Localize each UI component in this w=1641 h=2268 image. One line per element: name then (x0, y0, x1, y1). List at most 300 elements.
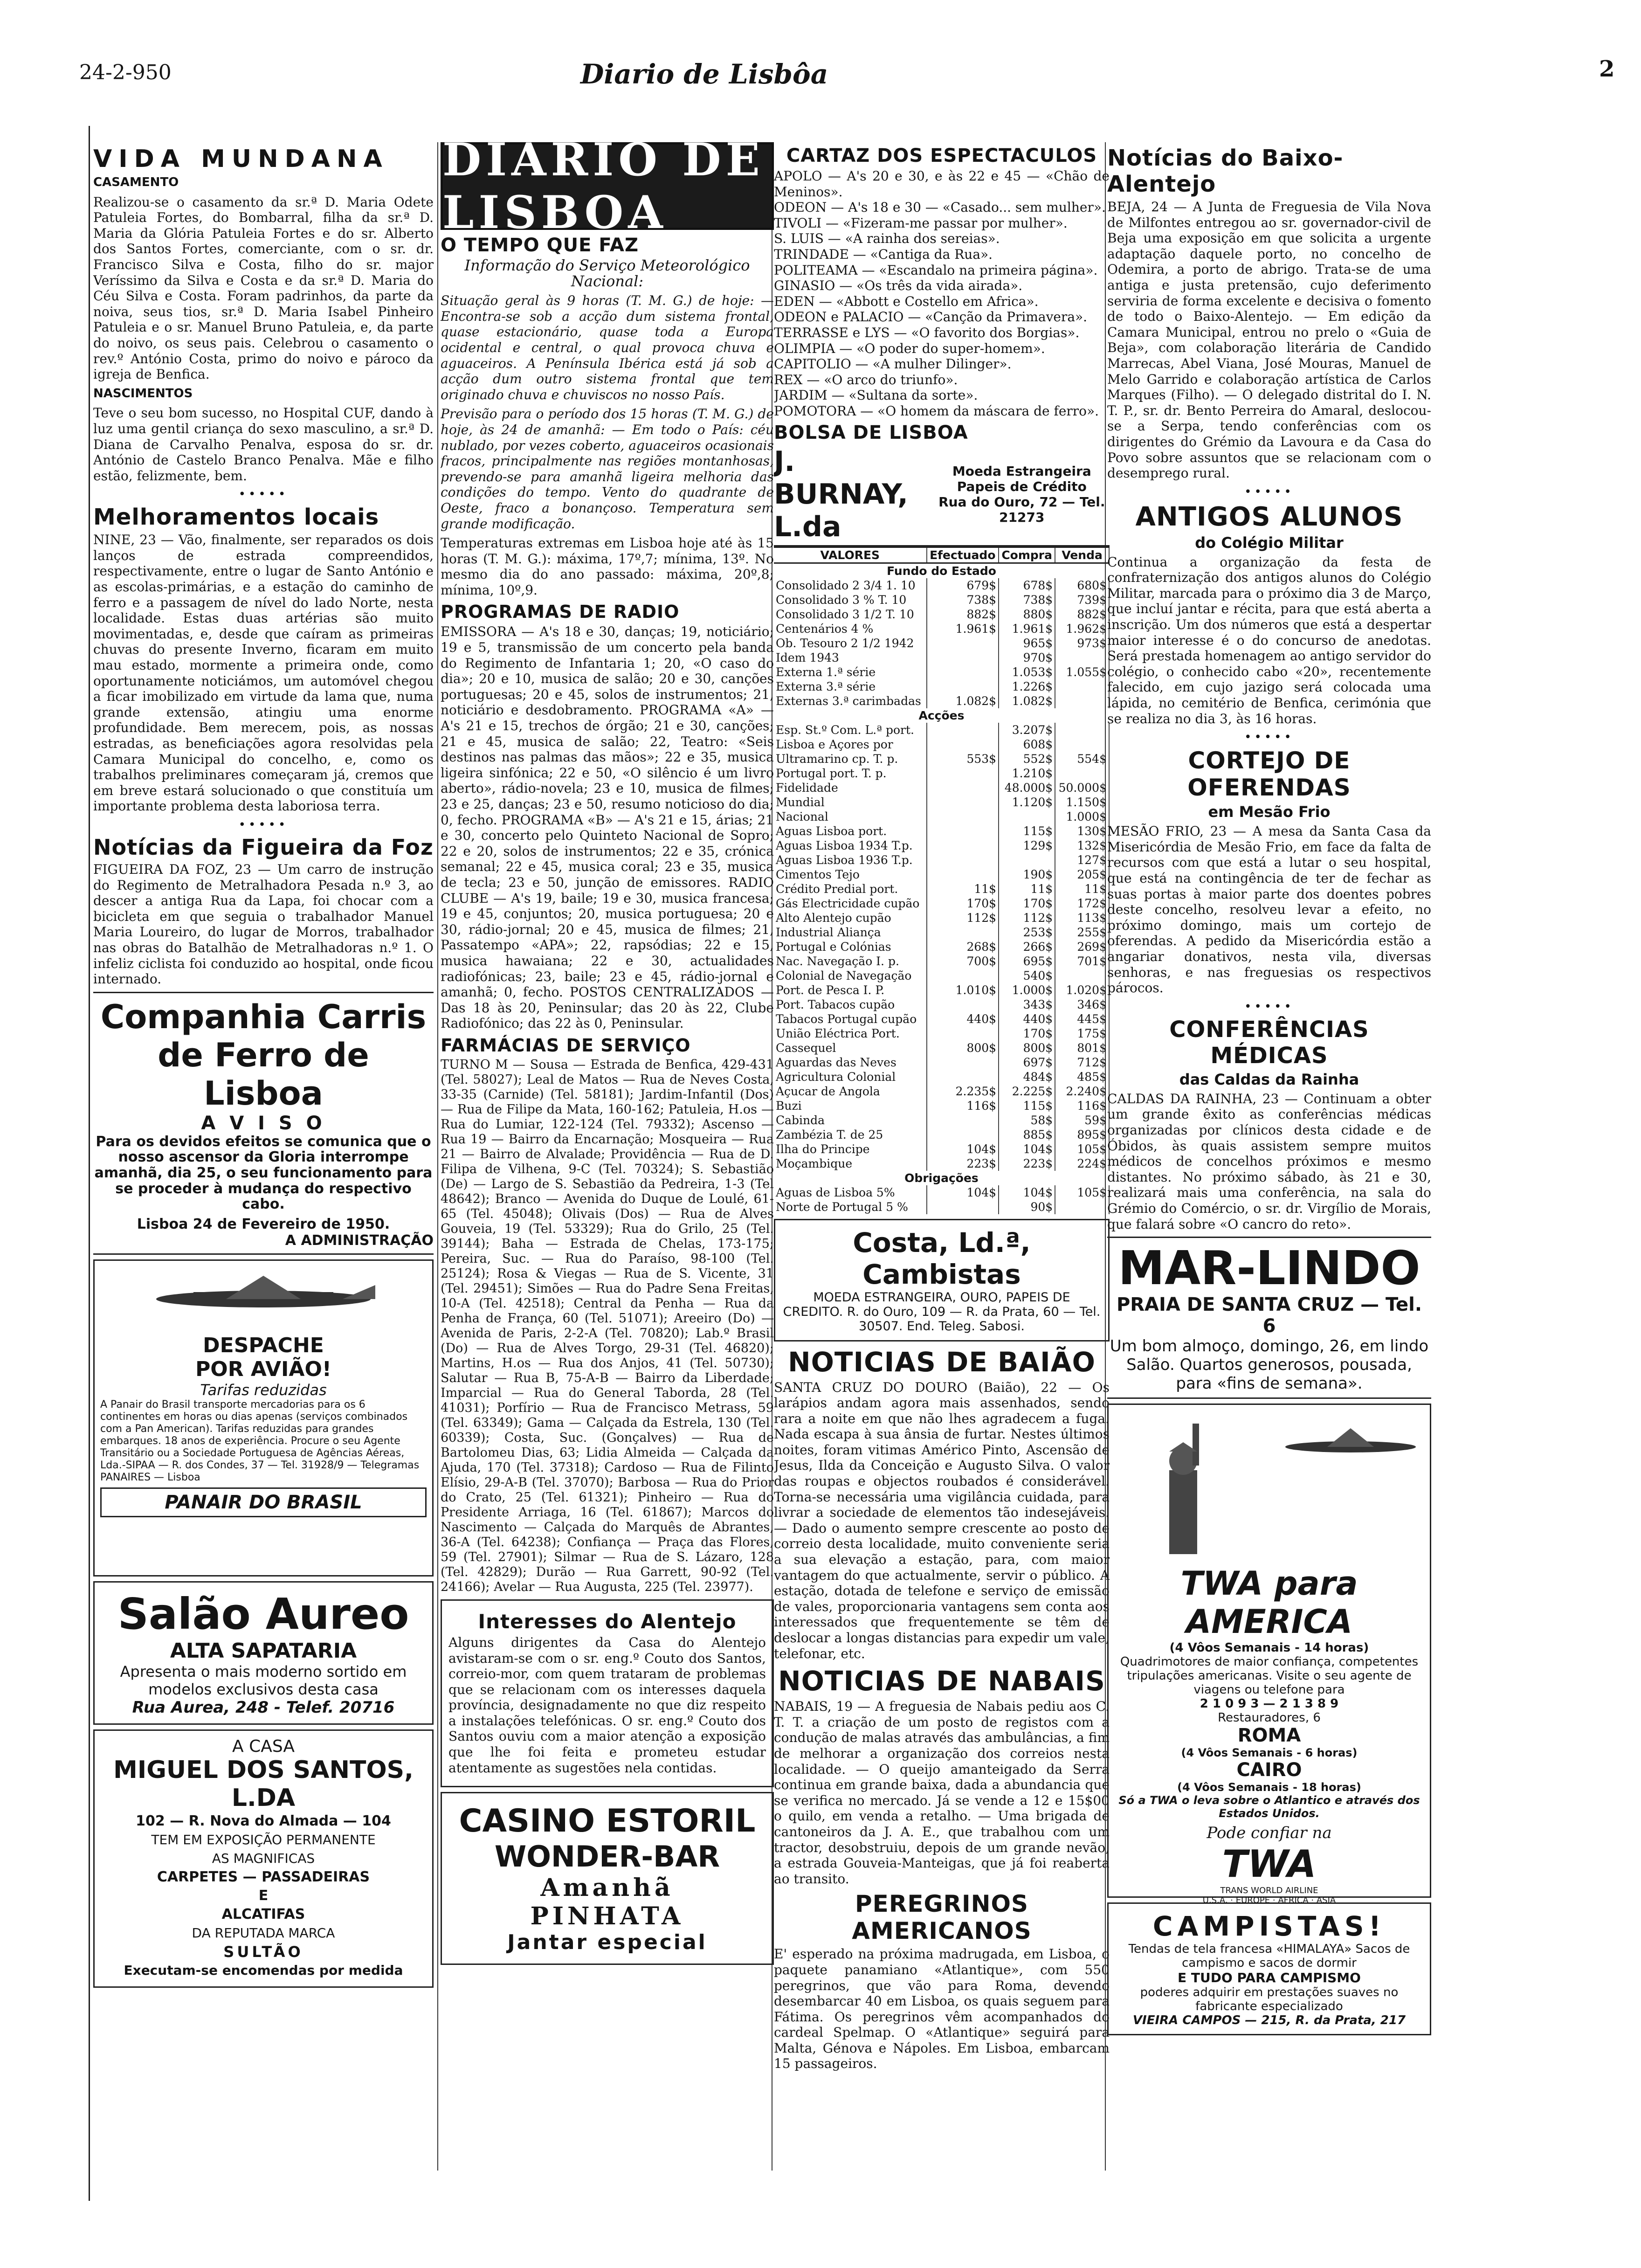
table-cell: 170$ (927, 896, 999, 911)
farmacias-text: TURNO M — Sousa — Estrada de Benfica, 429-431 (Tel. 58027); Leal de Matos — Rua de Neves Costa, 33-35 (Carnide) (Tel. 58181); Jardim-Infantil (Dos) — Rua de Filipe da Mata, 160-162; Patuleia, H.os — Rua do Lumiar, 122-124 (Tel. 79332); Ascenso — Rua 19 — Bairro da Encarnação; Mosqueira — Rua 21 — Bairro de Alvalade; Providência — Rua de D. Filipa de Vilhena, 9-C (Tel. 70324); S. Sebastião (De) — Largo de S. Sebastião da Pedreira, 1-3 (Tel 48642); Branco — Avenida do Duque de Loulé, 61-65 (Tel. 45048); Olivais (Dos) — Rua de Alves Gouveia, 19 (Tel. 53329); Rua do Grilo, 25 (Tel. 39144); Baha — Estrada de Chelas, 173-175; Pereira, Suc. — Rua do Paraíso, 98-100 (Tel. 25124); Rosa & Viegas — Rua de S. Vicente, 31 (Tel. 29451); Simões — Rua do Padre Sena Freitas, 10-A (Tel. 42518); Central da Penha — Rua da Penha de França, 60 (Tel. 51071); Areeiro (Do) — Avenida de Paris, 2-2-A (Tel. 70820); Lab.º Brasil (Do) — Rua de Alves Torgo, 29-31 (Tel. 46820); Martins, H.os — Rua dos Anjos, 41 (Tel. 50730); Salutar — Rua B, 75-A-B — Bairro da Liberdade; Imparcial — Rua do General Taborda, 28 (Tel. 41031); Porfírio — Rua de Francisco Metrass, 59 (Tel. 63349); Gama — Calçada da Estrela, 130 (Tel. 60339); Costa, Suc. (Gonçalves) — Rua de Bartolomeu Dias, 63; Lidia Almeida — Calçada da Ajuda, 170 (Tel. 37318); Cardoso — Rua de Filinto Elísio, 29-A-B (Tel. 37070); Barbosa — Rua do Prior do Crato, 25 (Tel. 61321); Pinheiro — Rua do Presidente Arriaga, 16 (Tel. 61867); Marcos do Nascimento — Calçada do Marquês de Abrantes, 36-A (Tel. 64238); Confiança — Praça das Flores, 59 (Tel. 27901); Silmar — Rua de S. Lázaro, 128 (Tel. 42829); Durão — Rua Garrett, 90-92 (Tel. 24166); Avelar — Rua Augusta, 225 (Tel. 23977). (441, 1057, 774, 1594)
nascimentos-label: NASCIMENTOS (93, 386, 193, 401)
twa-l5: 2 1 0 9 3 — 2 1 3 8 9 (1200, 1697, 1339, 1711)
twa-l11: Só a TWA o leva sobre o Atlantico e através dos Estados Unidos. (1118, 1794, 1420, 1820)
table-cell (927, 665, 999, 679)
table-cell: 346$ (1055, 997, 1109, 1012)
table-cell: 738$ (927, 593, 999, 607)
cartaz-item: POLITEAMA — «Escandalo na primeira página». (774, 262, 1098, 278)
table-cell (1055, 737, 1109, 752)
separator: ••••• (1244, 999, 1294, 1014)
baiao-title: NOTICIAS DE BAIÃO (788, 1346, 1096, 1378)
carris-date: Lisboa 24 de Fevereiro de 1950. (137, 1216, 390, 1232)
table-row (774, 809, 1109, 824)
table-row (774, 1156, 1109, 1171)
bolsa-title: BOLSA DE LISBOA (774, 422, 968, 443)
table-cell (927, 809, 999, 824)
table-cell: 1.010$ (927, 983, 999, 997)
table-cell: 105$ (1055, 1185, 1109, 1200)
table-row (774, 925, 1109, 940)
table-cell (927, 1026, 999, 1041)
table-cell: 116$ (1055, 1099, 1109, 1113)
airplane-icon (1276, 1424, 1425, 1470)
tempo-title: O TEMPO QUE FAZ (441, 235, 639, 256)
twa-l2: AMERICA (1186, 1603, 1353, 1641)
figueira-text: FIGUEIRA DA FOZ, 23 — Um carro de instrução do Regimento de Metralhadora Pesada n.º 3, ao descer a antiga Rua da Lapa, foi chocar com a bicicleta em que seguia o trabalhador Manuel Maria Loureiro, do lugar de Morros, trabalhador nas obras do Batalhão de Metralhadoras n.º 1. O infeliz ciclista foi conduzido ao hospital, onde ficou internado. (93, 861, 434, 987)
table-cell: 1.150$ (1055, 795, 1109, 809)
table-cell: 882$ (1055, 607, 1109, 622)
burnay-name: J. BURNAY, L.da (774, 445, 908, 543)
cortejo-sub: em Mesão Frio (1208, 803, 1331, 821)
table-cell: 130$ (1055, 824, 1109, 838)
casino-l4: PINHATA (530, 1902, 684, 1931)
baixo-alentejo-text: BEJA, 24 — A Junta de Freguesia de Vila Nova de Milfontes entregou ao sr. governador-civil de Beja uma exposição em que solicita a urgente adaptação daquele porto, no concelho de Odemira, a porto de abrigo. Trata-se de uma antiga e justa pretensão, cujo deferimento serviria de forma excelente e decisiva o fomento de todo o Baixo-Alentejo. — Em edição da Camara Municipal, entrou no prelo o «Guia de Beja», com colaboração literária de Candido Marrecas, Abel Viana, José Mouras, Manuel de Melo Garrido e colaboração artística de Carlos Marques (Filho). — O delegado distrital do I. N. T. P., sr. dr. Bento Perreira do Amaral, deslocou-se a Serpa, tendo conferências com os dirigentes do Grémio da Lavoura e da Casa do Povo sobre assuntos que se relacionam com o desemprego rural. (1107, 199, 1431, 481)
table-cell (927, 766, 999, 781)
table-cell: 127$ (1055, 853, 1109, 867)
table-cell: Nac. Navegação I. p. (774, 954, 927, 968)
campistas-text: Tendas de tela francesa «HIMALAYA» Sacos de campismo e sacos de dormir (1128, 1942, 1410, 1971)
cortejo-title: CORTEJO DE OFERENDAS (1187, 747, 1351, 802)
table-header: VALORES (774, 547, 927, 563)
cartaz-item: TIVOLI — «Fizeram-me passar por mulher». (774, 215, 1068, 231)
table-header: Compra (999, 547, 1055, 563)
table-cell: Zambézia T. de 25 (774, 1127, 927, 1142)
table-cell: 540$ (999, 968, 1055, 983)
table-row (774, 968, 1109, 983)
table-row (774, 940, 1109, 954)
table-cell: Nacional (774, 809, 927, 824)
table-row (774, 1026, 1109, 1041)
table-cell: 1.020$ (1055, 983, 1109, 997)
twa-l3: (4 Vôos Semanais - 14 horas) (1169, 1641, 1369, 1655)
table-cell: 11$ (927, 882, 999, 896)
table-cell: 880$ (999, 607, 1055, 622)
table-row (774, 766, 1109, 781)
table-cell: Externa 3.ª série (774, 679, 927, 694)
tempo-text2: Previsão para o período dos 15 horas (T. M. G.) de hoje, às 24 de amanhã: — Em todo o País: céu nublado, por vezes coberto, aguaceiros ocasionais fracos, principalmente nas regiões montanhosas, prevendo-se para amanhã ligeira melhoria das condições do tempo. Vento do quadrante de Oeste, fraco a bonançoso. Temperatura sem grande modificação. (441, 406, 774, 532)
table-cell (1055, 679, 1109, 694)
twa-l1: TWA para (1180, 1564, 1358, 1603)
table-cell: 801$ (1055, 1041, 1109, 1055)
miguel-l2: MIGUEL DOS SANTOS, L.DA (113, 1756, 414, 1812)
casino-l3: Amanhã (540, 1874, 674, 1902)
marlindo-text: Um bom almoço, domingo, 26, em lindo Salão. Quartos generosos, pousada, para «fins de semana». (1110, 1337, 1429, 1393)
cartaz-item: ODEON — A's 18 e 30 — «Casado... sem mulher». (774, 200, 1106, 215)
table-cell: Idem 1943 (774, 650, 927, 665)
peregrinos-title: PEREGRINOS AMERICANOS (852, 1890, 1032, 1945)
table-cell (1055, 650, 1109, 665)
table-cell: 552$ (999, 752, 1055, 766)
cartaz-item: TERRASSE e LYS — «O favorito dos Borgias». (774, 325, 1080, 340)
table-cell: Norte de Portugal 5 % (774, 1200, 927, 1214)
cartaz-item: APOLO — A's 20 e 30, e às 22 e 45 — «Chão de Meninos». (774, 168, 1110, 200)
table-cell (1055, 694, 1109, 708)
table-cell: Ultramarino cp. T. p. (774, 752, 927, 766)
table-row (774, 622, 1109, 636)
cartaz-list (774, 168, 1110, 419)
table-cell: Aguas de Lisboa 5% (774, 1185, 927, 1200)
conferencias-sub: das Caldas da Rainha (1179, 1070, 1359, 1088)
table-cell (927, 867, 999, 882)
table-row (774, 911, 1109, 925)
table-cell: 680$ (1055, 578, 1109, 593)
table-cell: 113$ (1055, 911, 1109, 925)
marlindo-sub: PRAIA DE SANTA CRUZ — Tel. 6 (1116, 1294, 1422, 1337)
table-cell: 105$ (1055, 1142, 1109, 1156)
separator: ••••• (238, 487, 289, 502)
table-cell: 679$ (927, 578, 999, 593)
table-row (774, 694, 1109, 708)
table-cell: 172$ (1055, 896, 1109, 911)
radio-title: PROGRAMAS DE RADIO (441, 602, 680, 622)
table-cell (927, 1113, 999, 1127)
table-row (774, 997, 1109, 1012)
table-header: Venda (1055, 547, 1109, 563)
table-row (774, 838, 1109, 853)
table-row (774, 1084, 1109, 1099)
table-cell: 1.053$ (999, 665, 1055, 679)
table-cell (927, 737, 999, 752)
tempo-text1: Situação geral às 9 horas (T. M. G.) de hoje: — Encontra-se sob a acção dum sistema frontal, quase estacionário, quase toda a Europa ocidental e central, o qual provoca chuva e aguaceiros. A Península Ibérica está já sob a acção dum outro sistema frontal que tem originado chuva e chuviscos no nosso País. (441, 293, 774, 402)
separator: ••••• (1244, 484, 1294, 499)
table-cell: 343$ (999, 997, 1055, 1012)
radio-text: EMISSORA — A's 18 e 30, danças; 19, noticiário; 19 e 5, transmissão de um concerto pela banda do Regimento de Infantaria 1; 20, «O caso do dia»; 20 e 10, musica de salão; 20 e 30, canções portuguesas; 20 e 45, solos de instrumentos; 21, noticiário e desdobramento. PROGRAMA «A» — A's 21 e 15, trechos de órgão; 21 e 30, canções; 21 e 45, musica de salão; 22, Teatro: «Seis destinos nas palmas das mãos»; 22 e 35, musica ligeira sinfónica; 22 e 50, «O silêncio é um livro aberto», rádio-novela; 23 e 10, musica de filmes; 23 e 25, danças; 23 e 50, resumo noticioso do dia; 0, fecho. PROGRAMA «B» — A's 21 e 15, árias; 21 e 30, concerto pelo Quinteto Nacional de Sopro; 22 e 20, solos de instrumentos; 22 e 35, crónica semanal; 22 e 45, musica coral; 23 e 35, musica de tecla; 23 e 50, junção de emissores. RADIO CLUBE — A's 19, baile; 19 e 30, musica francesa; 19 e 45, conjuntos; 20, musica portuguesa; 20 e 30, rádio-jornal; 20 e 45, musica de filmes; 21, Passatempo «APA»; 22, rapsódias; 22 e 15, musica hawaiana; 22 e 30, actualidades radiofónicas; 23, baile; 23 e 45, rádio-jornal e amanhã; 0, fecho. POSTOS CENTRALIZADOS — Das 18 às 20, Peninsular; das 20 às 22, Clube Radiofónico; das 22 às 0, Peninsular. (441, 624, 774, 1031)
table-row (774, 578, 1109, 593)
twa-l7: ROMA (1237, 1725, 1301, 1747)
table-cell: 440$ (927, 1012, 999, 1026)
twa-l12: Pode confiar na (1207, 1824, 1332, 1843)
table-row (774, 752, 1109, 766)
column-2 (441, 142, 774, 1970)
table-cell: Aguas Lisboa 1934 T.p. (774, 838, 927, 853)
table-cell: Cabinda (774, 1113, 927, 1127)
table-cell (927, 1127, 999, 1142)
table-cell: 11$ (999, 882, 1055, 896)
table-cell: 129$ (999, 838, 1055, 853)
salao-aureo-ad (93, 1581, 434, 1725)
farmacias-title: FARMÁCIAS DE SERVIÇO (441, 1035, 691, 1056)
masthead-title: Diario de Lisbôa (580, 58, 828, 90)
column-1 (93, 142, 434, 1992)
table-cell: Esp. St.º Com. L.ª port. (774, 723, 927, 737)
miguel-l6: CARPETES — PASSADEIRAS (157, 1868, 370, 1885)
table-cell: Lisboa e Açores por (774, 737, 927, 752)
table-cell: 485$ (1055, 1070, 1109, 1084)
nabais-text: NABAIS, 19 — A freguesia de Nabais pediu aos C. T. T. a criação de um posto de registos com a condução de malas através das ambulâncias, a fim de melhorar a organização dos correios nesta localidade. — O queijo amanteigado da Serra continua em grande baixa, dada a abundancia que se verifica no mercado. Já se vende a 12 e 15$00 o quilo, em venda a retalho. — Uma brigada de cantoneiros da J. A. E., que trabalhou com um tractor, desobstruiu, depois de um grande nevão, a estrada Gouveia-Manteigas, que já foi reaberta ao transito. (774, 1699, 1110, 1887)
antigos-sub: do Colégio Militar (1195, 533, 1344, 552)
column-3 (774, 142, 1110, 2075)
table-cell: Aguas Lisboa port. (774, 824, 927, 838)
marlindo-title: MAR-LINDO (1118, 1241, 1420, 1296)
table-row (774, 1070, 1109, 1084)
casamento-label: CASAMENTO (93, 175, 179, 189)
casino-l1: CASINO ESTORIL (459, 1803, 756, 1840)
table-cell: 484$ (999, 1070, 1055, 1084)
twa-l14: TRANS WORLD AIRLINE (1220, 1886, 1318, 1896)
miguel-l3: 102 — R. Nova do Almada — 104 (136, 1812, 391, 1829)
table-cell (1055, 723, 1109, 737)
twa-l8: (4 Vôos Semanais - 6 horas) (1181, 1746, 1358, 1760)
vida-mundana-title: VIDA MUNDANA (93, 145, 389, 173)
table-cell: Externa 1.ª série (774, 665, 927, 679)
table-cell: 255$ (1055, 925, 1109, 940)
table-cell: 2.235$ (927, 1084, 999, 1099)
table-cell: 104$ (927, 1142, 999, 1156)
table-cell: 800$ (927, 1041, 999, 1055)
table-cell: Tabacos Portugal cupão (774, 1012, 927, 1026)
table-cell: 678$ (999, 578, 1055, 593)
conferencias-text: CALDAS DA RAINHA, 23 — Continuam a obter um grande êxito as conferências médicas organizadas por clínicos desta cidade e de Óbidos, às quais assistem sempre muitos médicos de concelhos próximos e mesmo distantes. No próximo sábado, às 21 e 30, realizará mais uma conferência, na sala do Grémio do Comércio, o sr. dr. Virgílio de Morais, que falará sobre «O cancro do reto». (1107, 1091, 1431, 1232)
table-cell: Açucar de Angola (774, 1084, 927, 1099)
table-row (774, 1113, 1109, 1127)
salao-sub: ALTA SAPATARIA (170, 1639, 357, 1663)
separator: ••••• (238, 817, 289, 832)
table-row (774, 954, 1109, 968)
twa-l6: Restauradores, 6 (1218, 1711, 1321, 1725)
panair-line1: DESPACHE (203, 1333, 324, 1357)
table-cell (1055, 766, 1109, 781)
cartaz-item: ODEON e PALACIO — «Canção da Primavera». (774, 309, 1088, 325)
campistas-title: CAMPISTAS! (1152, 1910, 1386, 1943)
table-cell: Ilha do Principe (774, 1142, 927, 1156)
antigos-title: ANTIGOS ALUNOS (1135, 501, 1403, 532)
table-cell: 701$ (1055, 954, 1109, 968)
cartaz-item: GINASIO — «Os três da vida airada». (774, 278, 1023, 294)
table-cell: 266$ (999, 940, 1055, 954)
table-cell (1055, 1200, 1109, 1214)
table-cell: 1.000$ (1055, 809, 1109, 824)
miguel-l10: SULTÃO (223, 1943, 303, 1961)
table-cell: 253$ (999, 925, 1055, 940)
table-cell: Consolidado 2 3/4 1. 10 (774, 578, 927, 593)
table-row (774, 679, 1109, 694)
statue-of-liberty-icon (1113, 1414, 1253, 1554)
tempo-sub: Informação do Serviço Meteorológico Nacional: (464, 256, 750, 290)
carris-signature: A ADMINISTRAÇÃO (285, 1232, 434, 1249)
rule (93, 1253, 434, 1255)
antigos-text: Continua a organização da festa de confraternização dos antigos alunos do Colégio Militar, marcada para o próximo dia 3 de Março, que incluí jantar e récita, para que está aberta a inscrição. Um dos números que está a despertar maior interesse é o do concurso de anedotas. Será prestada homenagem ao antigo servidor do colégio, o conhecido cabo «20», recentemente falecido, em cujo jazigo será colocada uma lápida, no cemitério de Benfica, cerimónia que se realiza no dia 3, às 16 horas. (1107, 554, 1431, 726)
table-row (774, 824, 1109, 838)
table-cell: 115$ (999, 824, 1055, 838)
table-cell (999, 809, 1055, 824)
table-cell: 268$ (927, 940, 999, 954)
table-cell: 882$ (927, 607, 999, 622)
table-row (774, 882, 1109, 896)
peregrinos-text: E' esperado na próxima madrugada, em Lisboa, o paquete panamiano «Atlantique», com 550 peregrinos, que vão para Roma, devendo desembarcar 40 em Lisboa, os quais seguem para Fátima. Os peregrinos vêm acompanhados do cardeal Spelmap. O «Atlantique» seguirá para Malta, Génova e Nápoles. Em Lisboa, embarcam 15 passageiros. (774, 1946, 1110, 2072)
casamento-text: Realizou-se o casamento da sr.ª D. Maria Odete Patuleia Fortes, do Bombarral, filha da sr.ª D. Maria da Glória Patuleia Fortes e do sr. Alberto dos Santos Fortes, comerciante, com o sr. dr. Francisco Silva e Costa, filho do sr. major Veríssimo da Silva e Costa e da sr.ª D. Maria do Céu Silva e Costa. Foram padrinhos, da parte da noiva, seus tios, sr.ª D. Maria Isabel Pinheiro Patuleia e o sr. Manuel Bruno Patuleia, e, da parte do noivo, os seus pais. Celebrou o casamento o rev.º António Costa, primo do noivo e pároco da igreja de Benfica. (93, 194, 434, 382)
table-cell: 697$ (999, 1055, 1055, 1070)
table-cell: 1.210$ (999, 766, 1055, 781)
table-cell (927, 636, 999, 650)
panair-line2: POR AVIÃO! (195, 1357, 331, 1381)
table-cell (927, 1055, 999, 1070)
table-row (774, 708, 1109, 723)
cartaz-item: CAPITOLIO — «A mulher Dilinger». (774, 356, 1012, 372)
table-cell: 132$ (1055, 838, 1109, 853)
miguel-l4: TEM EM EXPOSIÇÃO PERMANENTE (151, 1832, 376, 1847)
table-cell (927, 1070, 999, 1084)
salao-address: Rua Aurea, 248 - Telef. 20716 (132, 1698, 395, 1717)
table-cell (927, 853, 999, 867)
baixo-alentejo-title: Notícias do Baixo-Alentejo (1107, 145, 1344, 197)
miguel-l11: Executam-se encomendas por medida (124, 1962, 403, 1978)
table-cell: 885$ (999, 1127, 1055, 1142)
table-cell: 90$ (999, 1200, 1055, 1214)
table-cell: Aguas Lisboa 1936 T.p. (774, 853, 927, 867)
panair-line3: Tarifas reduzidas (200, 1381, 327, 1399)
table-cell: 738$ (999, 593, 1055, 607)
table-cell: 104$ (927, 1185, 999, 1200)
table-cell: 223$ (999, 1156, 1055, 1171)
melhoramentos-title: Melhoramentos locais (93, 504, 379, 531)
table-cell: 440$ (999, 1012, 1055, 1026)
twa-l13: TWA (1222, 1842, 1317, 1886)
table-row (774, 896, 1109, 911)
table-cell: 190$ (999, 867, 1055, 882)
table-cell: Colonial de Navegação (774, 968, 927, 983)
table-row (774, 547, 1109, 563)
table-cell: 224$ (1055, 1156, 1109, 1171)
table-cell (927, 925, 999, 940)
page-number: 2 (1599, 56, 1615, 82)
cartaz-item: OLIMPIA — «O poder do super-homem». (774, 340, 1045, 356)
table-cell: Cassequel (774, 1041, 927, 1055)
table-cell: 175$ (1055, 1026, 1109, 1041)
table-row (774, 853, 1109, 867)
costa-title: Costa, Ld.ª, Cambistas (853, 1226, 1031, 1290)
table-cell: Gás Electricidade cupão (774, 896, 927, 911)
table-cell (999, 853, 1055, 867)
cartaz-item: S. LUIS — «A rainha dos sereias». (774, 231, 1000, 247)
diario-de-lisboa-logo: DIARIO DE LISBOA (441, 142, 774, 230)
cartaz-item: JARDIM — «Sultana da sorte». (774, 387, 978, 403)
twa-l15: U.S.A. · EUROPE · AFRICA · ASIA (1202, 1895, 1336, 1906)
burnay-info (934, 463, 1110, 525)
table-cell (927, 650, 999, 665)
table-cell (927, 781, 999, 795)
panair-brand: PANAIR DO BRASIL (100, 1487, 427, 1517)
table-cell: 2.240$ (1055, 1084, 1109, 1099)
table-row (774, 983, 1109, 997)
table-section-heading: Fundo do Estado (887, 564, 996, 578)
separator: ••••• (1244, 730, 1294, 745)
table-cell: União Eléctrica Port. (774, 1026, 927, 1041)
twa-l9: CAIRO (1236, 1759, 1302, 1781)
table-cell: 269$ (1055, 940, 1109, 954)
alentejo-box (441, 1599, 774, 1787)
table-cell: Portugal port. T. p. (774, 766, 927, 781)
table-cell: Fidelidade (774, 781, 927, 795)
campistas-address: VIEIRA CAMPOS — 215, R. da Prata, 217 (1132, 2013, 1406, 2028)
table-cell: 59$ (1055, 1113, 1109, 1127)
table-cell (1055, 968, 1109, 983)
conferencias-title: CONFERÊNCIAS MÉDICAS (1169, 1016, 1369, 1069)
table-cell (927, 723, 999, 737)
table-cell (927, 968, 999, 983)
table-header: Efectuado (927, 547, 999, 563)
table-cell: Mundial (774, 795, 927, 809)
table-cell: Consolidado 3 1/2 T. 10 (774, 607, 927, 622)
table-cell: 116$ (927, 1099, 999, 1113)
table-row (774, 1200, 1109, 1214)
cortejo-text: MESÃO FRIO, 23 — A mesa da Santa Casa da Misericórdia de Mesão Frio, em face da falta de recursos com que está a lutar o seu hospital, que está na contingência de ter de fechar as suas portas à maior parte dos doentes pobres deste concelho, resolveu levar a efeito, no próximo domingo, mais um cortejo de oferendas. A pedido da Misericórdia estão a angariar donativos, nesta vila, diversas senhoras, e nas freguesias os respectivos párocos. (1107, 823, 1431, 996)
table-cell: Consolidado 3 % T. 10 (774, 593, 927, 607)
table-row (774, 593, 1109, 607)
table-cell: 608$ (999, 737, 1055, 752)
table-row (774, 1142, 1109, 1156)
burnay-ad (774, 445, 1110, 546)
table-row (774, 650, 1109, 665)
table-cell: 104$ (999, 1185, 1055, 1200)
casino-l5: Jantar especial (507, 1930, 707, 1955)
table-cell: Alto Alentejo cupão (774, 911, 927, 925)
carris-aviso: A V I S O (201, 1112, 326, 1134)
table-cell: 1.226$ (999, 679, 1055, 694)
table-cell: 1.082$ (999, 694, 1055, 708)
table-row (774, 636, 1109, 650)
table-cell: 170$ (999, 1026, 1055, 1041)
table-cell: 973$ (1055, 636, 1109, 650)
table-cell: 223$ (927, 1156, 999, 1171)
table-cell: Portugal e Colónias (774, 940, 927, 954)
table-row (774, 1127, 1109, 1142)
costa-cambistas-ad (774, 1219, 1110, 1341)
carris-title-1: Companhia Carris (100, 997, 427, 1036)
cartaz-item: EDEN — «Abbott e Costello em Africa». (774, 293, 1039, 309)
table-cell: 1.082$ (927, 694, 999, 708)
table-row (774, 867, 1109, 882)
table-cell: 1.055$ (1055, 665, 1109, 679)
table-cell: 712$ (1055, 1055, 1109, 1070)
table-cell (927, 824, 999, 838)
table-row (774, 737, 1109, 752)
table-cell: 115$ (999, 1099, 1055, 1113)
table-cell: 554$ (1055, 752, 1109, 766)
airplane-icon (124, 1266, 403, 1332)
table-row (774, 1171, 1109, 1185)
cartaz-item: TRINDADE — «Cantiga da Rua». (774, 246, 993, 262)
salao-text: Apresenta o mais moderno sortido em modelos exclusivos desta casa (120, 1662, 407, 1698)
table-cell (927, 1200, 999, 1214)
carris-title-2: de Ferro de Lisboa (158, 1036, 369, 1113)
table-row (774, 781, 1109, 795)
table-cell: Buzi (774, 1099, 927, 1113)
figueira-title: Notícias da Figueira da Foz (93, 834, 434, 860)
casino-estoril-ad (441, 1792, 774, 1965)
table-cell: Cimentos Tejo (774, 867, 927, 882)
twa-ad (1107, 1404, 1431, 1906)
panair-ad (93, 1259, 434, 1577)
table-cell: 104$ (999, 1142, 1055, 1156)
costa-text: MOEDA ESTRANGEIRA, OURO, PAPEIS DE CREDITO. R. do Ouro, 109 — R. da Prata, 60 — Tel. 30507. End. Teleg. Sabosi. (783, 1290, 1101, 1334)
table-cell: 112$ (999, 911, 1055, 925)
alentejo-text: Alguns dirigentes da Casa do Alentejo avistaram-se com o sr. eng.º Couto dos Santos, correio-mor, com quem trataram de problemas que se relacionam com os interesses daquela província, designadamente no que diz respeito a instalações telefónicas. O sr. eng.º Couto dos Santos ouviu com a maior atenção a exposição que lhe foi feita e prometeu estudar atentamente as sugestões nela contidas. (448, 1634, 766, 1776)
table-row (774, 1041, 1109, 1055)
table-row (774, 1185, 1109, 1200)
table-cell (927, 838, 999, 853)
table-cell: 58$ (999, 1113, 1055, 1127)
rule (1107, 1397, 1431, 1399)
table-cell (927, 997, 999, 1012)
miguel-l8: ALCATIFAS (221, 1906, 305, 1922)
miguel-l5: AS MAGNIFICAS (212, 1850, 315, 1866)
table-cell: 11$ (1055, 882, 1109, 896)
table-cell: Externas 3.ª carimbadas (774, 694, 927, 708)
rule (1107, 1237, 1431, 1238)
table-cell: 895$ (1055, 1127, 1109, 1142)
table-cell: 739$ (1055, 593, 1109, 607)
table-section-heading: Obrigações (904, 1171, 979, 1185)
table-row (774, 1012, 1109, 1026)
